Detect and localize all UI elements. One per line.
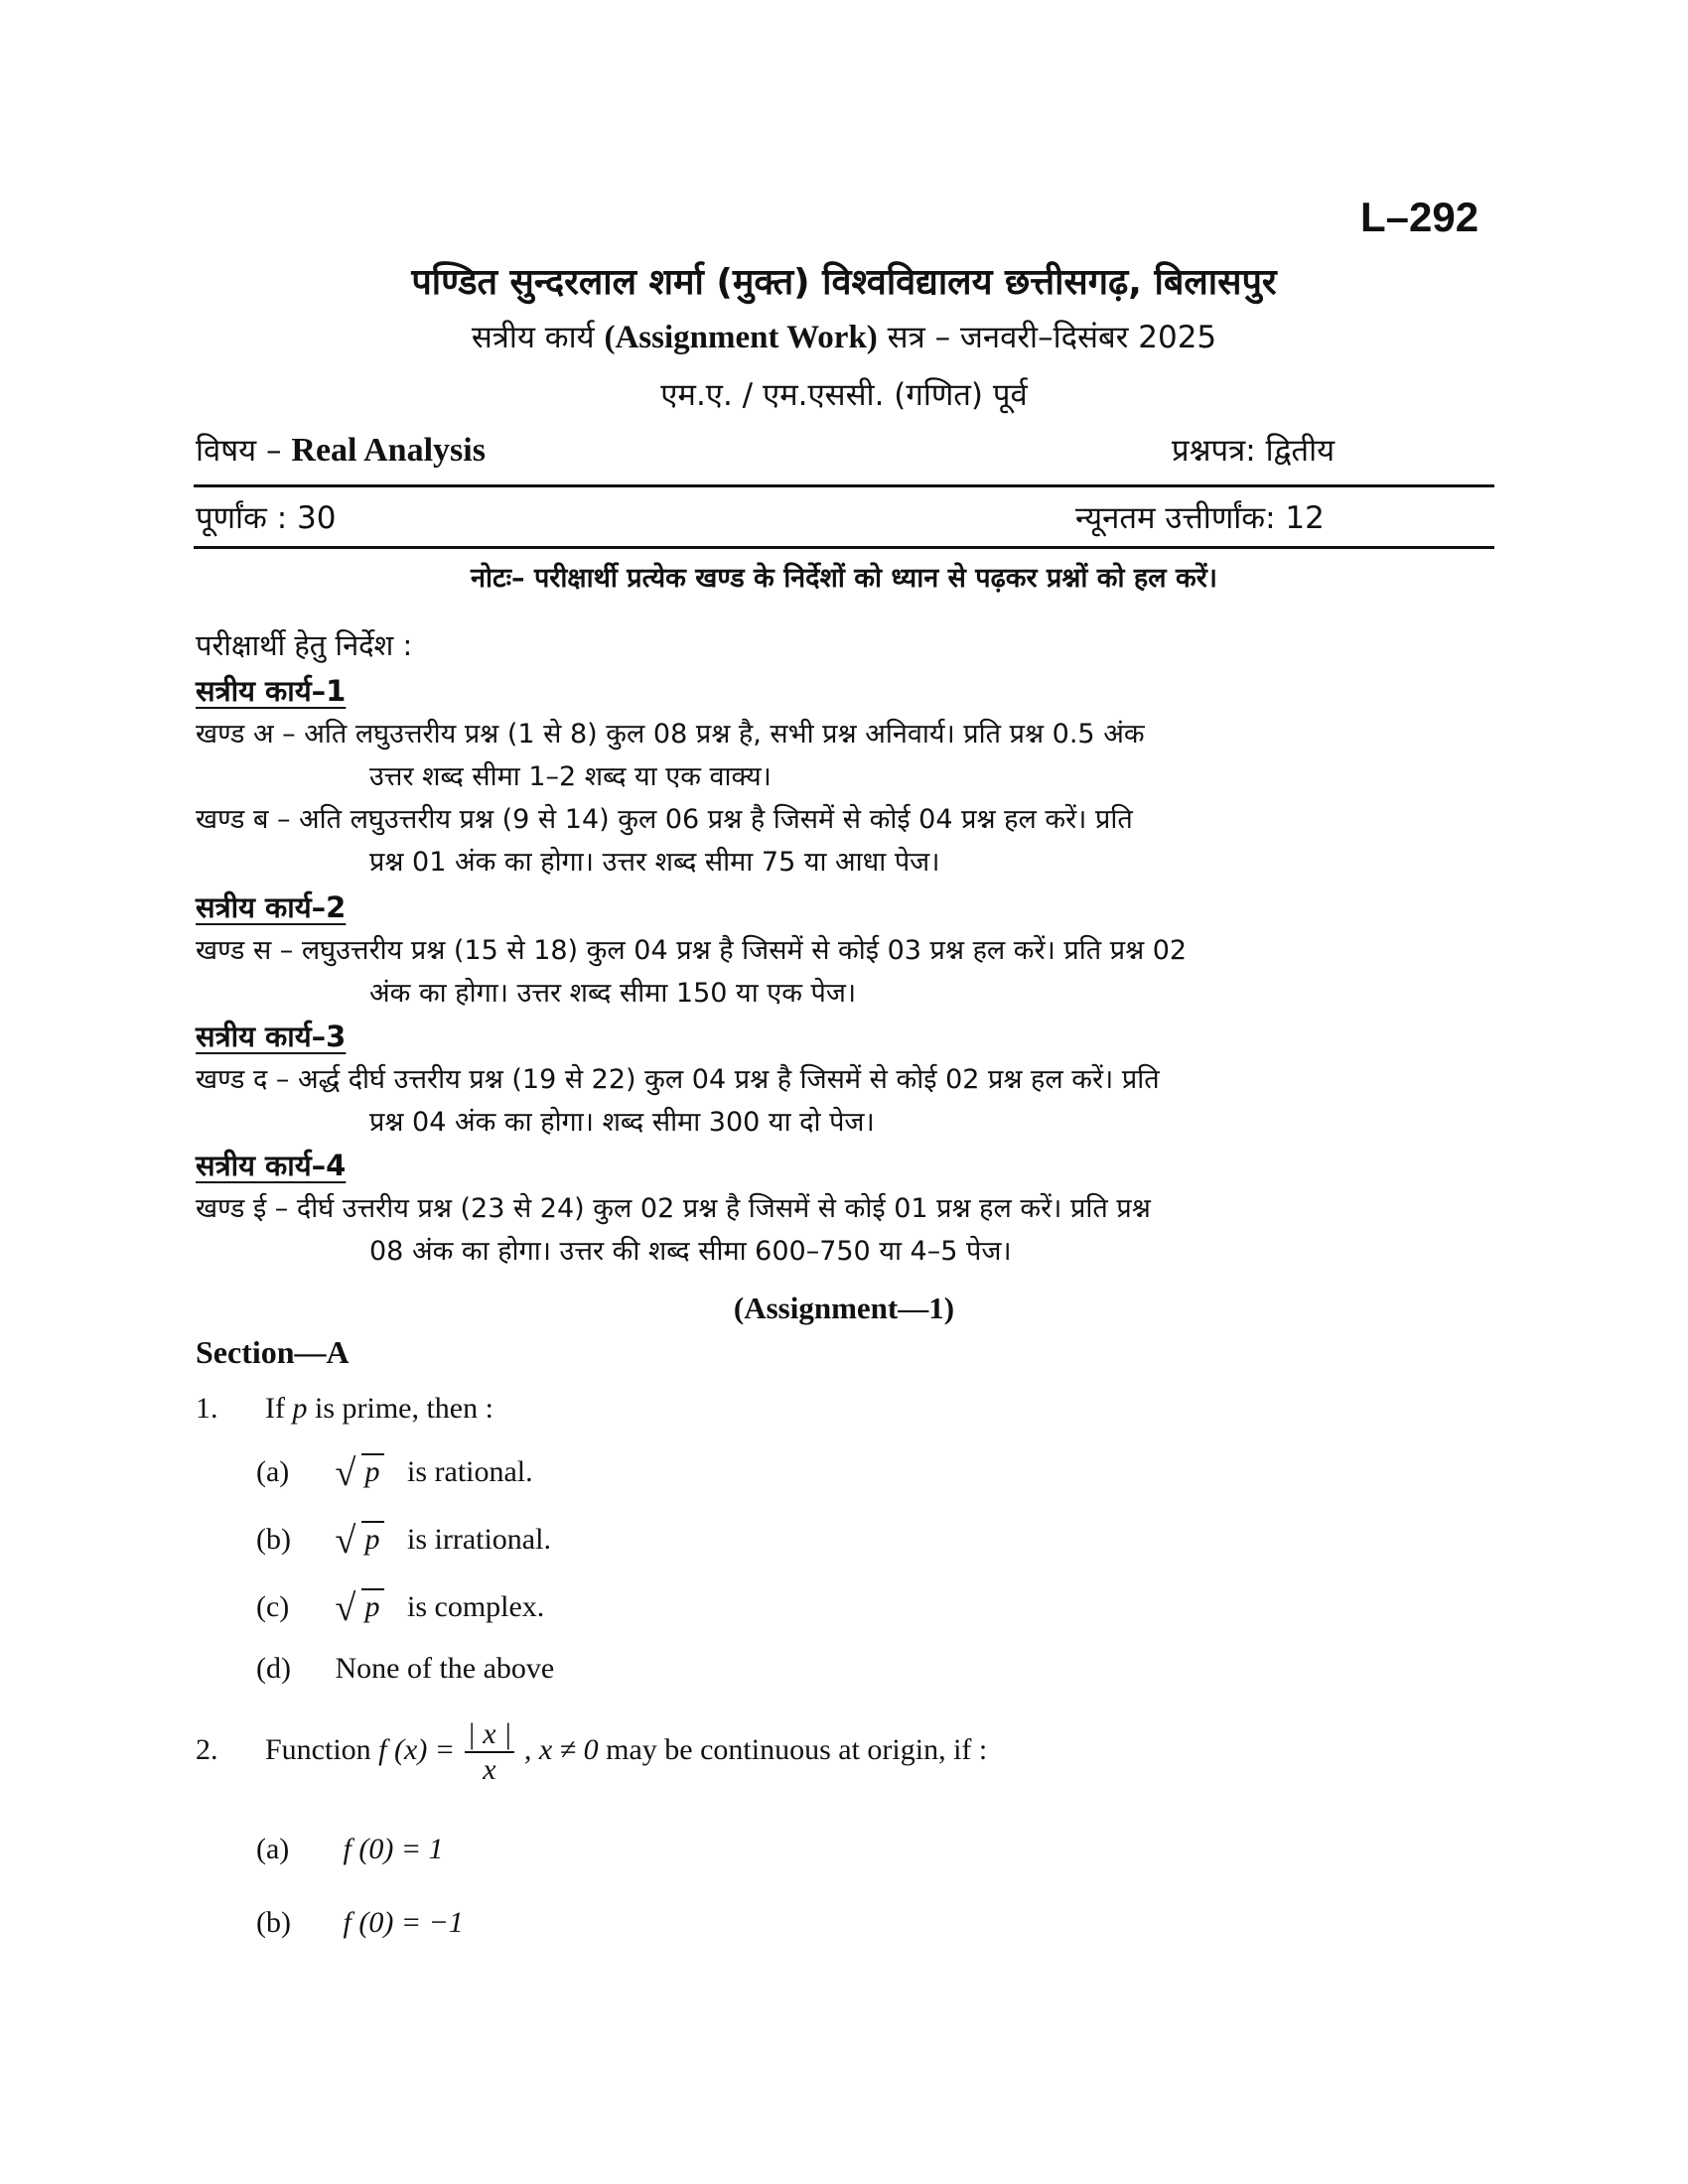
- assignment-heading: (Assignment—1): [733, 1291, 955, 1325]
- question-1: [196, 1392, 493, 1426]
- fraction-numerator: [465, 1717, 515, 1753]
- q1-option-c-radicand: p: [361, 1588, 384, 1623]
- section-d-line2: प्रश्न 04 अंक का होगा। शब्द सीमा 300 या दो पेज।: [369, 1107, 875, 1138]
- section-b-line1: खण्ड ब – अति लघुउत्तरीय प्रश्न (9 से 14) कुल 06 प्रश्न है जिसमें से कोई 04 प्रश्न हल करें। प्रति: [196, 804, 1133, 835]
- subject-label: विषय –: [196, 433, 282, 469]
- section-d-instruction: [196, 1058, 1494, 1144]
- q1-option-a-label: (a): [256, 1455, 290, 1488]
- section-e-instruction: [196, 1187, 1494, 1273]
- sqrt-symbol: [336, 1455, 384, 1489]
- q2-option-a: [256, 1833, 444, 1866]
- question-2-post: may be continuous at origin, if :: [606, 1732, 988, 1766]
- fraction-abs-x-over-x: [465, 1717, 515, 1787]
- section-e-line2: 08 अंक का होगा। उत्तर की शब्द सीमा 600–750 या 4–5 पेज।: [369, 1236, 1012, 1267]
- session-english: (Assignment Work): [604, 320, 878, 355]
- q2-option-b-text: f (0) = −1: [343, 1906, 464, 1939]
- q1-option-d-text: None of the above: [335, 1652, 555, 1685]
- middle-rule: [194, 546, 1494, 549]
- section-c-instruction: [196, 929, 1494, 1015]
- instructions-title: परीक्षार्थी हेतु निर्देश :: [196, 628, 413, 662]
- sqrt-symbol: [336, 1523, 384, 1557]
- sqrt-symbol: [336, 1590, 384, 1624]
- question-1-var: p: [292, 1392, 308, 1425]
- session-line: [0, 316, 1688, 357]
- note-line: नोटः– परीक्षार्थी प्रत्येक खण्ड के निर्देशों को ध्यान से पढ़कर प्रश्नों को हल करें।: [471, 563, 1217, 594]
- q2-option-a-label: (a): [256, 1833, 290, 1865]
- session-suffix: सत्र – जनवरी–दिसंबर 2025: [887, 320, 1217, 355]
- q2-option-a-text: f (0) = 1: [343, 1833, 444, 1865]
- paper-label: प्रश्नपत्र: द्वितीय: [1172, 433, 1336, 469]
- question-2-fx: f (x) =: [378, 1732, 456, 1766]
- assignment-2-title: सत्रीय कार्य–2: [196, 890, 347, 924]
- session-prefix: सत्रीय कार्य: [471, 320, 595, 355]
- q1-option-b: [256, 1523, 551, 1557]
- q1-option-c-label: (c): [256, 1590, 290, 1623]
- section-c-line2: अंक का होगा। उत्तर शब्द सीमा 150 या एक पेज।: [369, 978, 857, 1009]
- question-1-pre: If: [265, 1392, 285, 1425]
- assignment-1-title: सत्रीय कार्य–1: [196, 674, 347, 708]
- q1-option-a: [256, 1455, 533, 1489]
- section-c-line1: खण्ड स – लघुउत्तरीय प्रश्न (15 से 18) कुल 04 प्रश्न है जिसमें से कोई 03 प्रश्न हल करें। प्रति प्रश्न 02: [196, 935, 1188, 966]
- section-a-line2: उत्तर शब्द सीमा 1–2 शब्द या एक वाक्य।: [369, 761, 772, 792]
- q2-option-b-label: (b): [256, 1906, 291, 1939]
- section-heading: Section—A: [196, 1334, 350, 1370]
- assignment-4-title: सत्रीय कार्य–4: [196, 1149, 347, 1182]
- q1-option-d-label: (d): [256, 1652, 291, 1685]
- section-b-instruction: [196, 798, 1494, 884]
- q1-option-a-radicand: p: [361, 1453, 384, 1488]
- q1-option-b-radicand: p: [361, 1521, 384, 1556]
- question-2: [196, 1717, 987, 1787]
- top-rule: [194, 484, 1494, 487]
- minimum-marks: न्यूनतम उत्तीर्णांक: 12: [1075, 500, 1325, 536]
- section-d-line1: खण्ड द – अर्द्ध दीर्घ उत्तरीय प्रश्न (19 से 22) कुल 04 प्रश्न है जिसमें से कोई 02 प्रश्न हल करें। प्रति: [196, 1064, 1160, 1095]
- q1-option-c: [256, 1590, 544, 1624]
- denominator-text: x: [483, 1753, 496, 1786]
- q1-option-d: [256, 1652, 554, 1686]
- section-a-line1: खण्ड अ – अति लघुउत्तरीय प्रश्न (1 से 8) कुल 08 प्रश्न है, सभी प्रश्न अनिवार्य। प्रति प्रश्न 0.5 अंक: [196, 719, 1145, 750]
- question-2-number: 2.: [196, 1732, 218, 1766]
- assignment-3-title: सत्रीय कार्य–3: [196, 1020, 347, 1053]
- full-marks: पूर्णांक : 30: [196, 500, 337, 536]
- q2-option-b: [256, 1906, 464, 1940]
- section-a-instruction: [196, 713, 1494, 798]
- question-1-post: is prime, then :: [314, 1392, 493, 1425]
- question-1-number: 1.: [196, 1392, 218, 1425]
- subject-name: Real Analysis: [291, 432, 486, 469]
- fraction-denominator: [465, 1753, 515, 1787]
- course-name: एम.ए. / एम.एससी. (गणित) पूर्व: [660, 377, 1028, 413]
- section-e-line1: खण्ड ई – दीर्घ उत्तरीय प्रश्न (23 से 24) कुल 02 प्रश्न है जिसमें से कोई 01 प्रश्न हल करें। प्रति प्रश्न: [196, 1193, 1151, 1224]
- section-b-line2: प्रश्न 01 अंक का होगा। उत्तर शब्द सीमा 75 या आधा पेज।: [369, 847, 940, 878]
- q1-option-b-label: (b): [256, 1523, 291, 1556]
- question-2-pre: Function: [265, 1732, 371, 1766]
- q1-option-a-text: is rational.: [407, 1455, 533, 1488]
- university-name: पण्डित सुन्दरलाल शर्मा (मुक्त) विश्वविद्यालय छत्तीसगढ़, बिलासपुर: [411, 262, 1277, 303]
- q1-option-b-text: is irrational.: [407, 1523, 551, 1556]
- subject-row: [196, 429, 486, 471]
- q1-option-c-text: is complex.: [407, 1590, 545, 1623]
- numerator-text: | x |: [467, 1717, 512, 1750]
- paper-code: L–292: [1360, 194, 1479, 240]
- question-2-condition: , x ≠ 0: [523, 1732, 599, 1766]
